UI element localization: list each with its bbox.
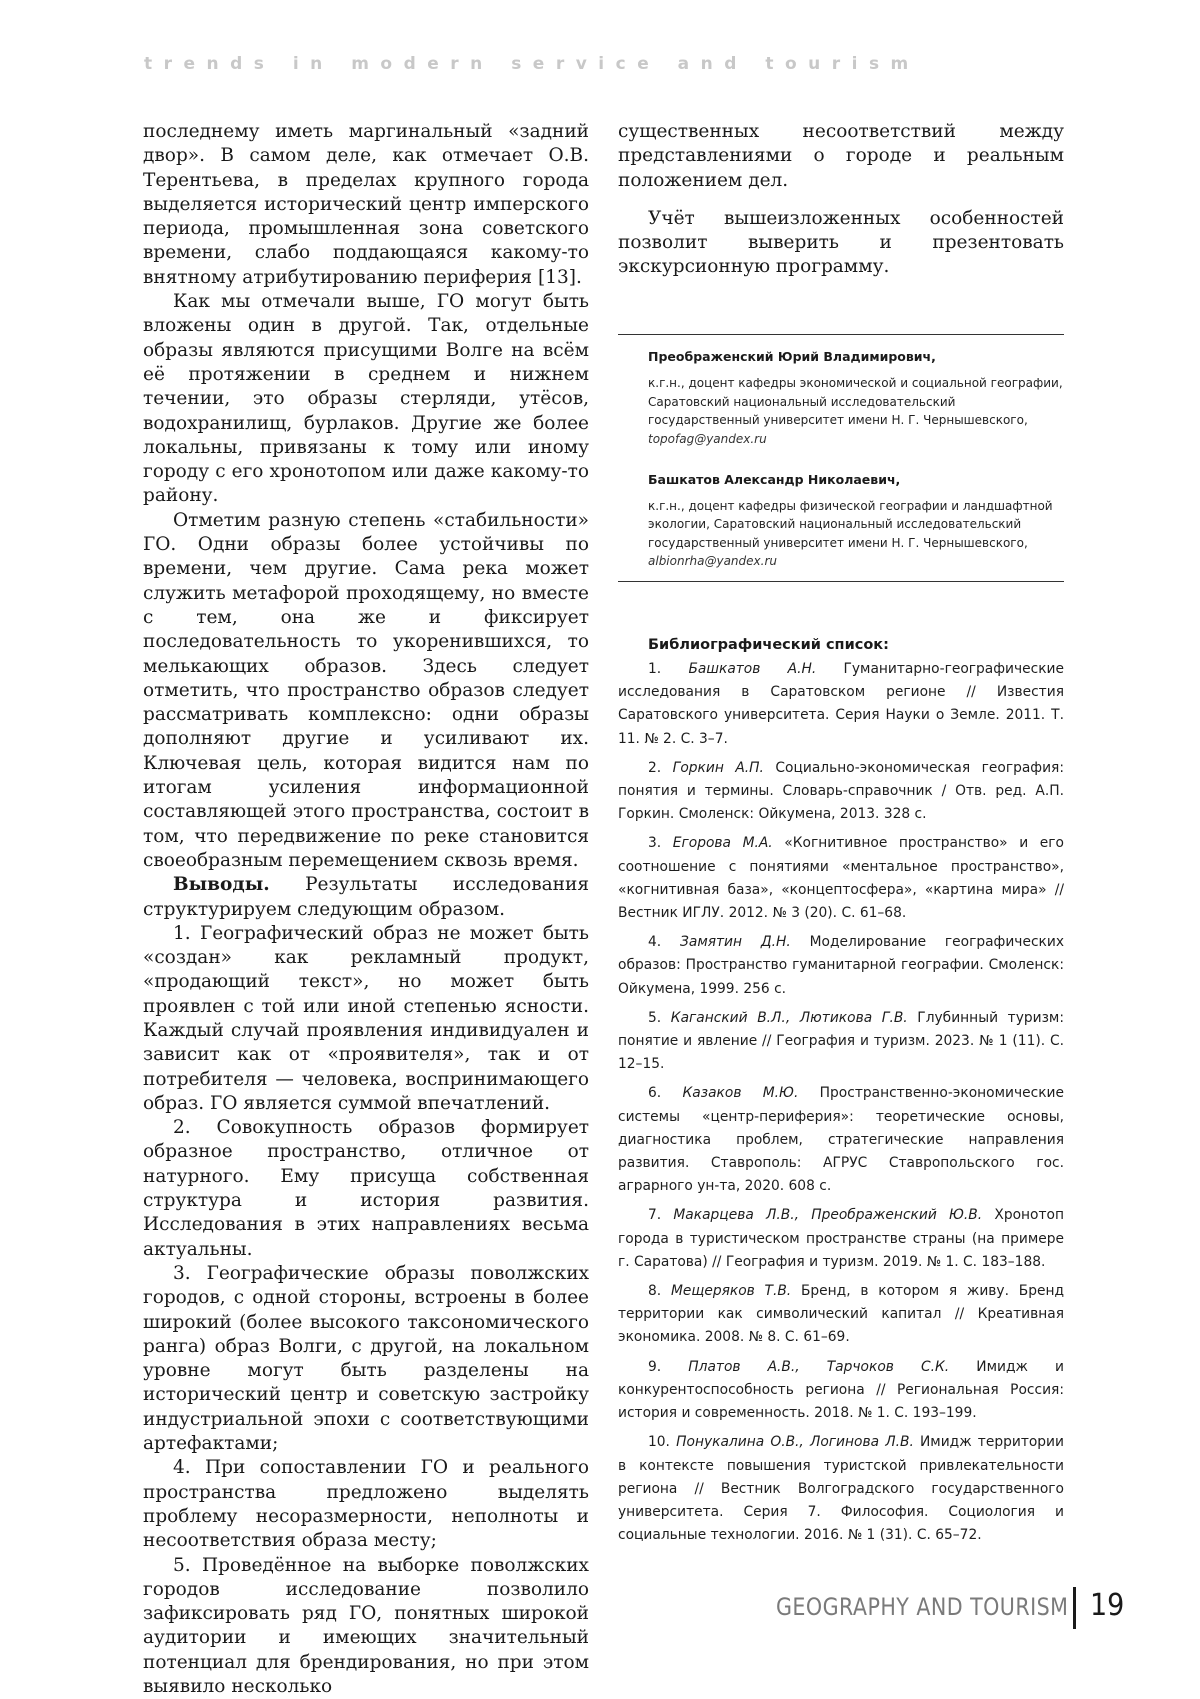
bib-text: Имидж территории в контексте повышения туристской привлекательности региона // Вестник Волгоградского государственного университета. Серия 7. Философия. Социология и социальные технологии. 2016. № 1 (31). С. 65–72. <box>618 1434 1064 1544</box>
running-head: trends in modern service and tourism <box>144 54 920 74</box>
conclusion-item: 1. Географический образ не может быть «создан» как рекламный продукт, «продающий текст», но может быть проявлен с той или иной степенью ясности. Каждый случай проявления индивидуален и зависит как от «проявителя», так и от потребителя — человека, воспринимающего образ. ГО является суммой впечатлений. <box>143 922 589 1114</box>
conclusion-item: 5. Проведённое на выборке поволжских городов исследование позволило зафиксировать ряд ГО, понятных широкой аудитории и имеющих значительный потенциал для брендирования, но при этом выявило несколько <box>143 1554 589 1697</box>
bibliography-title: Библиографический список: <box>648 637 889 653</box>
right-column <box>618 120 1064 280</box>
author-affiliation: к.г.н., доцент кафедры физической географии и ландшафтной экологии, Саратовский национальный исследовательский государственный университет имени Н. Г. Чернышевского, <box>648 498 1053 550</box>
author-affiliation: к.г.н., доцент кафедры экономической и социальной географии, Саратовский национальный исследовательский государственный университет имени Н. Г. Чернышевского, <box>648 376 1063 427</box>
left-column-body <box>143 120 589 1699</box>
bib-number: 4. <box>648 934 662 951</box>
bib-number: 8. <box>648 1283 662 1300</box>
bib-text: Гуманитарно-географические исследования в Саратовском регионе // Известия Саратовского университета. Серия Науки о Земле. 2011. Т. 11. № 2. С. 3–7. <box>618 661 1065 747</box>
conclusion-item: 2. Совокупность образов формирует образное пространство, отличное от натурного. Ему присуща собственная структура и история развития. Исследования в этих направлениях весьма актуальны. <box>143 1117 589 1260</box>
bibliography-item <box>618 1356 1064 1426</box>
footer-divider <box>1073 1587 1076 1629</box>
bib-text: Бренд, в котором я живу. Бренд территории как символический капитал // Креативная экономика. 2008. № 8. С. 61–69. <box>618 1283 1065 1346</box>
author-email[interactable]: topofag@yandex.ru <box>648 431 767 446</box>
bib-number: 9. <box>648 1358 662 1375</box>
bib-text: Хронотоп города в туристическом пространстве страны (на примере г. Саратова) // География и туризм. 2019. № 1. С. 183–188. <box>618 1207 1064 1270</box>
body-paragraph: Учёт вышеизложенных особенностей позволит выверить и презентовать экскурсионную программу. <box>618 207 1064 278</box>
left-column <box>143 120 589 1699</box>
bib-number: 10. <box>648 1434 670 1451</box>
bib-number: 6. <box>648 1085 662 1102</box>
bib-authors: Каганский В.Л., Лютикова Г.В. <box>670 1009 908 1026</box>
bibliography-item <box>618 1431 1064 1547</box>
bibliography-item <box>618 832 1064 925</box>
bib-text: Моделирование географических образов: Пространство гуманитарной географии. Смоленск: Ойкумена, 1999. 256 с. <box>618 934 1064 997</box>
bibliography-item <box>618 1204 1064 1274</box>
bib-text: «Когнитивное пространство» и его соотношение с понятиями «ментальное пространство», «когнитивная база», «концептосфера», «картина мира» // Вестник ИГЛУ. 2012. № 3 (20). С. 61–68. <box>618 835 1064 922</box>
conclusions-intro: Результаты исследования структурируем следующим образом. <box>143 874 589 920</box>
bibliography-item <box>618 658 1064 751</box>
bib-authors: Егорова М.А. <box>672 835 773 852</box>
conclusions-heading: Выводы. <box>173 874 270 896</box>
conclusion-item: 4. При сопоставлении ГО и реального пространства предложено выделять проблему несоразмерности, неполноты и несоответствия образа месту; <box>143 1457 589 1552</box>
bib-text: Глубинный туризм: понятие и явление // География и туризм. 2023. № 1 (11). С. 12–15. <box>618 1009 1064 1073</box>
bib-number: 3. <box>648 835 662 852</box>
author-info-block <box>618 334 1064 582</box>
bib-authors: Понукалина О.В., Логинова Л.В. <box>676 1434 914 1451</box>
author-entry <box>618 471 1064 572</box>
bibliography <box>618 634 1064 1553</box>
bib-authors: Платов А.В., Тарчоков С.К. <box>688 1358 950 1375</box>
author-email[interactable]: albionrha@yandex.ru <box>648 554 777 568</box>
author-name: Преображенский Юрий Владимирович, <box>648 349 936 364</box>
bib-text: Пространственно-экономические системы «центр-периферия»: теоретические основы, диагностика проблем, стратегические направления развития. Ставрополь: АГРУС Ставропольского гос. аграрного ун-та, 2020. 608 с. <box>618 1085 1064 1195</box>
page-number: 19 <box>1090 1588 1125 1623</box>
bibliography-item <box>618 931 1064 1001</box>
bib-authors: Макарцева Л.В., Преображенский Ю.В. <box>673 1207 983 1224</box>
bibliography-item <box>618 757 1064 827</box>
bibliography-item <box>618 1280 1064 1350</box>
body-paragraph: Как мы отмечали выше, ГО могут быть вложены один в другой. Так, отдельные образы являются присущими Волге на всём её протяжении в среднем и нижнем течении, это образы стерляди, утёсов, водохранилищ, бурлаков. Другие же более локальны, привязаны к тому или иному городу с его хронотопом или даже какому-то району. <box>143 291 589 507</box>
bib-number: 7. <box>648 1207 662 1224</box>
bib-number: 2. <box>648 759 662 776</box>
bib-authors: Горкин А.П. <box>672 759 764 776</box>
bibliography-item <box>618 1007 1064 1077</box>
right-column-body <box>618 120 1064 280</box>
footer-journal-name: GEOGRAPHY AND TOURISM <box>776 1593 1069 1621</box>
author-entry <box>618 348 1064 449</box>
bib-authors: Замятин Д.Н. <box>680 934 791 951</box>
bib-number: 5. <box>648 1009 662 1026</box>
bib-text: Социально-экономическая география: понятия и термины. Словарь-справочник / Отв. ред. А.П. Горкин. Смоленск: Ойкумена, 2013. 328 с. <box>618 759 1064 823</box>
bib-authors: Казаков М.Ю. <box>682 1085 799 1102</box>
body-paragraph: Отметим разную степень «стабильности» ГО. Одни образы более устойчивы по времени, чем другие. Сама река может служить метафорой проходящему, но вместе с тем, она же и фиксирует последовательность то укоренившихся, то мелькающих образов. Здесь следует отметить, что пространство образов следует рассматривать комплексно: одни образы дополняют другие и усиливают их. Ключевая цель, которая видится нам по итогам усиления информационной составляющей этого пространства, состоит в том, что передвижение по реке становится своеобразным перемещением сквозь время. <box>143 509 589 871</box>
conclusions-paragraph <box>143 873 589 922</box>
bib-authors: Мещеряков Т.В. <box>670 1283 792 1300</box>
bib-text: Имидж и конкурентоспособность региона // Региональная Россия: история и современность. 2018. № 1. С. 193–199. <box>618 1358 1064 1422</box>
author-name: Башкатов Александр Николаевич, <box>648 471 901 487</box>
body-paragraph: последнему иметь маргинальный «задний двор». В самом деле, как отмечает О.В. Терентьева, в пределах крупного города выделяется исторический центр имперского периода, промышленная зона советского времени, слабо поддающаяся какому-то внятному атрибутированию периферия [13]. <box>143 121 589 288</box>
body-paragraph: существенных несоответствий между представлениями о городе и реальным положением дел. <box>618 121 1064 191</box>
conclusion-item: 3. Географические образы поволжских городов, с одной стороны, встроены в более широкий (более высокого таксономического ранга) образ Волги, с другой, на локальном уровне могут быть разделены на исторический центр и советскую застройку индустриальной эпохи с соответствующими артефактами; <box>143 1262 589 1455</box>
bib-authors: Башкатов А.Н. <box>688 661 817 677</box>
bibliography-item <box>618 1082 1064 1198</box>
bib-number: 1. <box>648 661 662 677</box>
